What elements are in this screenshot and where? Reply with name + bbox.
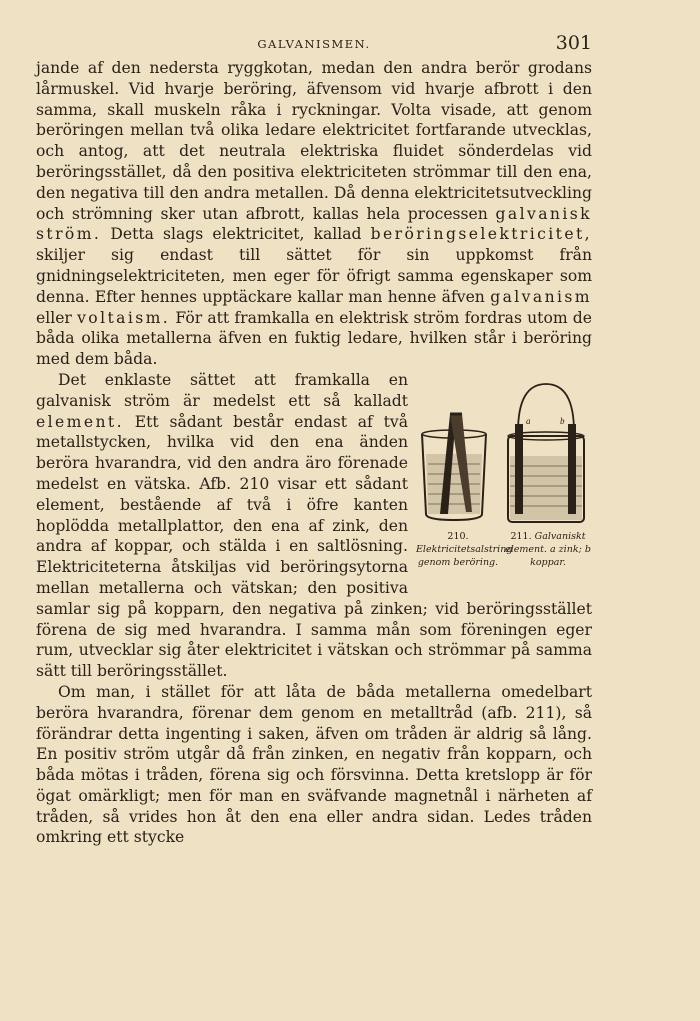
term-voltaism: voltaism. (77, 308, 171, 327)
figure-210-illustration (422, 414, 486, 520)
term-element: element. (36, 412, 124, 431)
term-galvanisk-strom: galvanisk ström. (36, 204, 592, 244)
body-text (36, 58, 592, 848)
figure-211-caption-text: Galvaniskt element. (505, 530, 586, 555)
figure-211-label-a: a (526, 415, 531, 426)
page-header (36, 32, 592, 54)
term-beroringselektricitet: beröringselektricitet, (370, 225, 592, 244)
term-galvanism: galvanism (490, 287, 592, 306)
figure-211-legend-b: b koppar. (530, 543, 591, 568)
paragraph-1-text-c: skiljer sig endast till sättet för sin uppkomst från gnidningselektriciteten, men eger för öfrigt samma egenskaper som denna. Efter hennes upptäckare kallar man henne äfven (36, 246, 592, 306)
running-title: GALVANISMEN. (257, 37, 371, 51)
figure-210-caption-text: Elektricitetsalstring genom beröring. (416, 543, 513, 568)
paragraph-2-text-b: Ett sådant består endast af två metallstycken, hvilka vid den ena änden beröra hvarandra, vid den andra äro förenade medelst en vätska. Afb. 210 visar ett sådant element, bestående af två i öfre kanten hoplödda metallplattor, den ena af zink, den andra af koppar, och stälda i en saltlösning. Elektriciteterna åtskiljas vid beröringsytorna mellan metallerna och vätskan; den positiva samlar sig på kopparn, den negativa på zinken; vid beröringsstället förena de sig med hvarandra. I samma mån som föreningen eger rum, utvecklar sig åter elektricitet i vätskan och strömmar på samma sätt till beröringsstället. (36, 412, 592, 681)
paragraph-1-text-b: Detta slags elektricitet, kallad (101, 225, 371, 244)
figure-211-caption (504, 530, 592, 569)
figure-211-number: 211. (510, 530, 532, 542)
figure-211-legend-a: a zink; (549, 543, 582, 555)
figure-illustrations (416, 374, 592, 529)
figure-211-label-b: b (560, 415, 565, 426)
paragraph-1-text-e: För att framkalla en elektrisk ström fordras utom de båda olika metallerna äfven en fuktig ledare, hvilken står i beröring med dem båda. (36, 308, 593, 369)
figures-210-211 (416, 372, 592, 592)
paragraph-3: Om man, i stället för att låta de båda metallerna omedelbart beröra hvarandra, förenar dem genom en metalltråd (afb. 211), så förändrar detta ingenting i saken, äfven om tråden är aldrig så lång. En positiv ström utgår då från zinken, en negativ från kopparn, och båda mötas i tråden, förena sig och försvinna. Detta kretslopp är för ögat omärkligt; men för man en sväfvande magnetnål i närheten af tråden, så vrides hon åt den ena eller andra sidan. Ledes tråden omkring ett stycke (36, 682, 592, 847)
paragraph-1 (36, 58, 592, 370)
figure-210-caption (416, 530, 513, 569)
figure-211-illustration (508, 384, 584, 522)
paragraph-2-text-a: Det enklaste sättet att framkalla en galvanisk ström är medelst ett så kalladt (36, 370, 408, 410)
page-number: 301 (555, 32, 592, 54)
paragraph-1-text-d: eller (36, 308, 78, 327)
paragraph-1-text-a: jande af den nedersta ryggkotan, medan den andra berör grodans lårmuskel. Vid hvarje beröring, äfvensom vid hvarje afbrott i den samma, skall muskeln råka i ryckningar. Volta visade, att genom beröringen mellan två olika ledare elektricitet fortfarande utvecklas, och antog, att det neutrala elektriska fluidet sönderdelas vid beröringsstället, då den positiva elektriciteten strömmar till den ena, den negativa till den andra metallen. Då denna elektricitetsutveckling och strömning sker utan afbrott, kallas hela processen (36, 59, 592, 223)
figure-210-number: 210. (447, 530, 469, 542)
